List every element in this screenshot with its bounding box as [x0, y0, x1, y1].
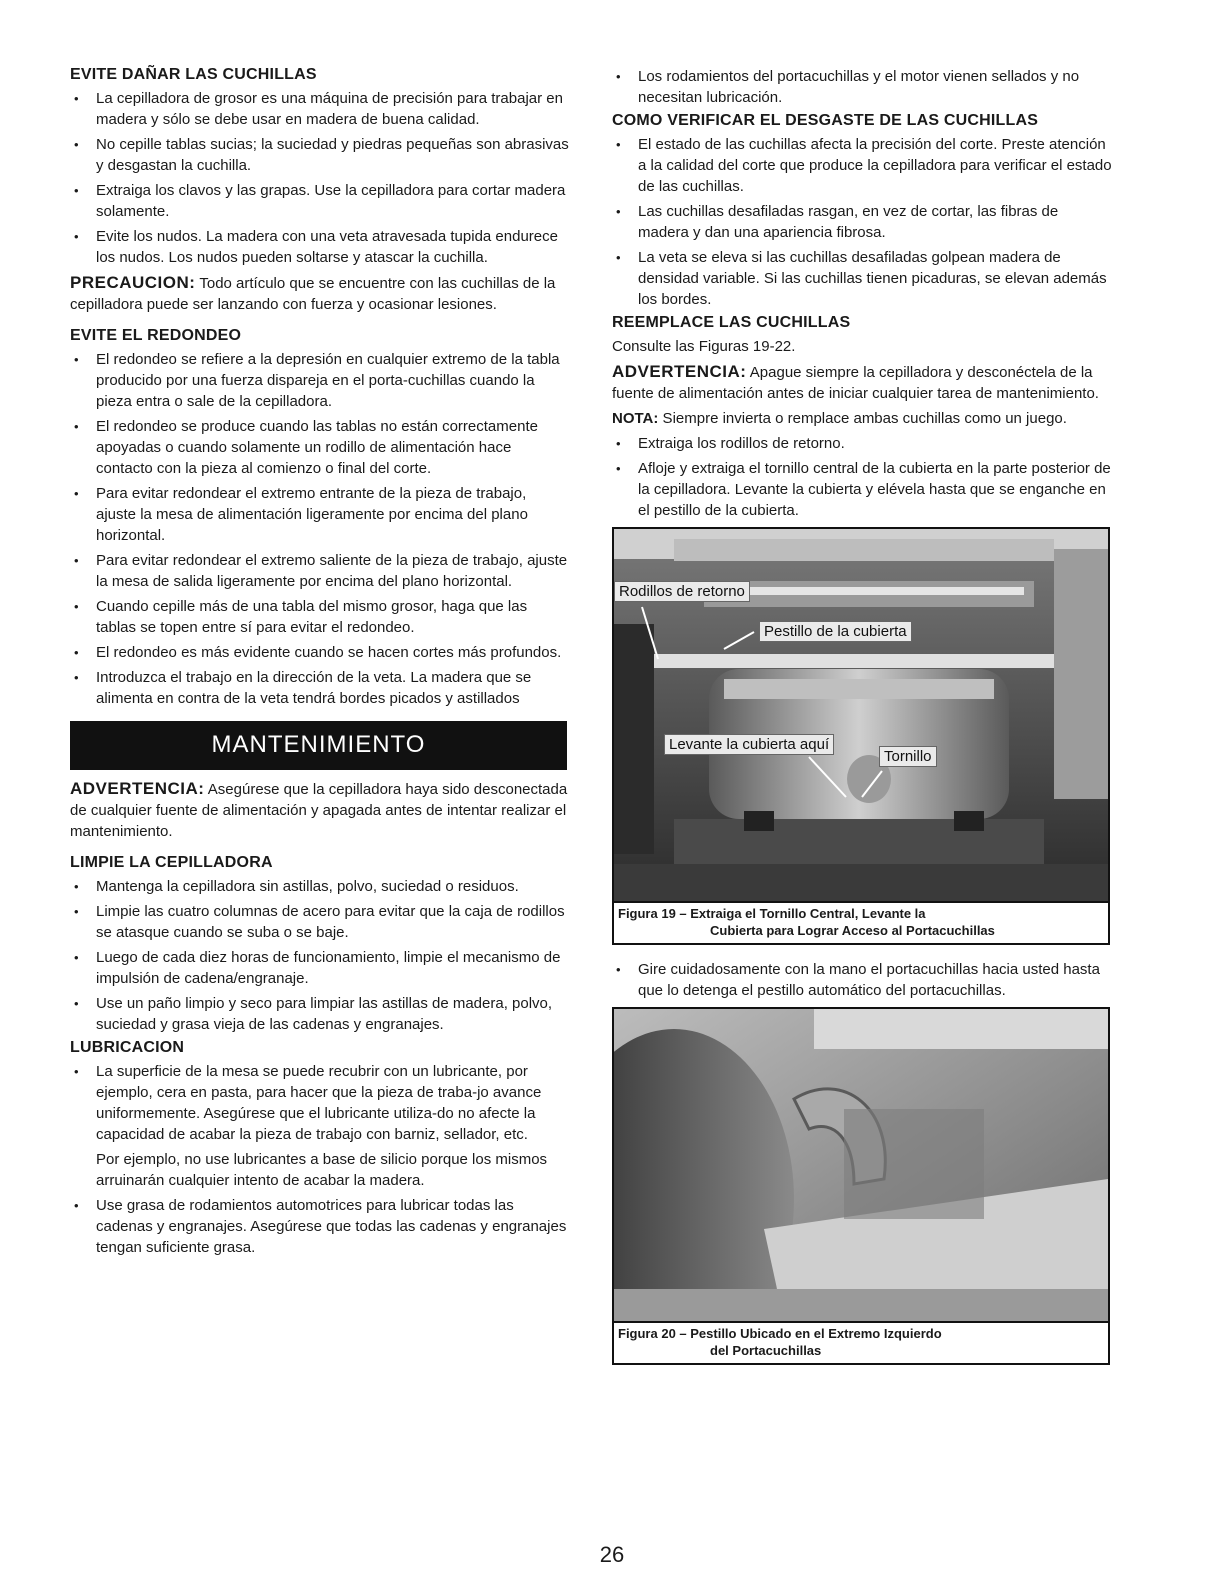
list-item: • Extraiga los clavos y las grapas. Use la cepilladora para cortar madera solamente. [70, 180, 570, 222]
list-item: • La veta se eleva si las cuchillas desafiladas golpean madera de densidad variable. Si las cuchillas tienen picaduras, se elevan además los bordes. [612, 247, 1112, 310]
list-lubricacion [70, 1061, 570, 1145]
section-title-verificar-desgaste: COMO VERIFICAR EL DESGASTE DE LAS CUCHILLAS [612, 112, 1039, 129]
list-item: • Gire cuidadosamente con la mano el portacuchillas hacia usted hasta que lo detenga el pestillo automático del portacuchillas. [612, 959, 1112, 1001]
note-text: Siempre invierta o remplace ambas cuchillas como un juego. [658, 410, 1067, 427]
list-item: • Luego de cada diez horas de funcionamiento, limpie el mecanismo de impulsión de cadena/engranaje. [70, 947, 570, 989]
list-lubricacion-2 [70, 1195, 570, 1258]
list-evite-redondeo [70, 349, 570, 709]
caution-text: Todo artículo que se encuentre con las cuchillas de la cepilladora puede ser lanzando con fuerza y ocasionar lesiones. [70, 275, 556, 313]
list-limpie [70, 876, 570, 1035]
section-banner-mantenimiento: MANTENIMIENTO [70, 721, 567, 770]
cutterhead-latch-illustration [614, 1009, 1108, 1321]
figure-20 [612, 1007, 1110, 1365]
warning-paragraph [70, 778, 570, 842]
list-item: • No cepille tablas sucias; la suciedad y piedras pequeñas son abrasivas y desgastan la cuchilla. [70, 134, 570, 176]
section-title-lubricacion: LUBRICACION [70, 1039, 185, 1056]
figure-19 [612, 527, 1110, 945]
list-item: • Para evitar redondear el extremo entrante de la pieza de trabajo, ajuste la mesa de alimentación ligeramente por encima del plano horizontal. [70, 483, 570, 546]
list-item: • Use un paño limpio y seco para limpiar las astillas de madera, polvo, suciedad y grasa vieja de las cadenas y engranajes. [70, 993, 570, 1035]
list-item: • Afloje y extraiga el tornillo central de la cubierta en la parte posterior de la cepilladora. Levante la cubierta y elévela hasta que se enganche en el pestillo de la cubierta. [612, 458, 1112, 521]
list-item: • El redondeo es más evidente cuando se hacen cortes más profundos. [70, 642, 570, 663]
list-item: • Evite los nudos. La madera con una veta atravesada tupida endurece los nudos. Los nudos pueden soltarse y atascar la cuchilla. [70, 226, 570, 268]
figure-20-caption [614, 1321, 1108, 1363]
caution-label: PRECAUCION: [70, 273, 196, 292]
figure-20-caption-line1: Figura 20 – Pestillo Ubicado en el Extremo Izquierdo [618, 1326, 942, 1341]
label-pestillo-cubierta: Pestillo de la cubierta [759, 621, 912, 642]
list-item: • Extraiga los rodillos de retorno. [612, 433, 1112, 454]
list-item: • Use grasa de rodamientos automotrices para lubricar todas las cadenas y engranajes. Asegúrese que todas las cadenas y engranajes tengan suficiente grasa. [70, 1195, 570, 1258]
warning-label: ADVERTENCIA: [612, 362, 747, 381]
list-reemplace [612, 433, 1112, 521]
label-rodillos-retorno: Rodillos de retorno [614, 581, 750, 602]
list-item: • Mantenga la cepilladora sin astillas, polvo, suciedad o residuos. [70, 876, 570, 897]
list-item: • La superficie de la mesa se puede recubrir con un lubricante, por ejemplo, cera en pasta, para hacer que la pieza de traba-jo avance uniformemente. Asegúrese que el lubricante utiliza-do no afecte la capacidad de acabar la pieza de trabajo con barniz, sellador, etc. [70, 1061, 570, 1145]
section-title-evite-redondeo: EVITE EL REDONDEO [70, 327, 242, 344]
section-title-limpie: LIMPIE LA CEPILLADORA [70, 854, 273, 871]
section-title-evite-danar: EVITE DAÑAR LAS CUCHILLAS [70, 66, 317, 83]
list-item: • El estado de las cuchillas afecta la precisión del corte. Preste atención a la calidad del corte que produce la cepilladora para verificar el estado de las cuchillas. [612, 134, 1112, 197]
left-column [70, 66, 570, 1262]
list-evite-danar [70, 88, 570, 268]
warning-text: Apague siempre la cepilladora y desconéctela de la fuente de alimentación antes de iniciar cualquier tarea de mantenimiento. [612, 364, 1099, 402]
warning-text: Asegúrese que la cepilladora haya sido desconectada de cualquier fuente de alimentación y apagada antes de intentar realizar el mantenimiento. [70, 781, 568, 840]
figure-19-caption-line1: Figura 19 – Extraiga el Tornillo Central, Levante la [618, 906, 926, 921]
list-item: • El redondeo se produce cuando las tablas no están correctamente apoyadas o cuando solamente un rodillo de alimentación hace contacto con la pieza al comienzo o final del corte. [70, 416, 570, 479]
figure-19-photo [614, 529, 1108, 901]
label-tornillo: Tornillo [879, 746, 937, 767]
right-column [612, 66, 1112, 1365]
lubricacion-note: Por ejemplo, no use lubricantes a base de silicio porque los mismos arruinarán cualquier intento de acabar la madera. [96, 1151, 548, 1189]
page-number: 26 [599, 1542, 625, 1567]
list-item: • Limpie las cuatro columnas de acero para evitar que la caja de rodillos se atasque cuando se suba o se baje. [70, 901, 570, 943]
caution-paragraph [70, 272, 570, 315]
list-item: • Los rodamientos del portacuchillas y el motor vienen sellados y no necesitan lubricación. [612, 66, 1112, 108]
label-levante-cubierta: Levante la cubierta aquí [664, 734, 834, 755]
note-label: NOTA: [612, 410, 659, 427]
list-item: • Cuando cepille más de una tabla del mismo grosor, haga que las tablas se topen entre sí para evitar el redondeo. [70, 596, 570, 638]
figure-20-caption-line2: del Portacuchillas [710, 1343, 822, 1358]
section-title-reemplace: REEMPLACE LAS CUCHILLAS [612, 314, 851, 331]
figure-20-photo [614, 1009, 1108, 1321]
figure-19-caption-line2: Cubierta para Lograr Acceso al Portacuchillas [710, 923, 995, 938]
note-paragraph [612, 408, 1112, 429]
warning-label: ADVERTENCIA: [70, 779, 205, 798]
list-item: • La cepilladora de grosor es una máquina de precisión para trabajar en madera y sólo se debe usar en madera de buena calidad. [70, 88, 570, 130]
list-item: • Las cuchillas desafiladas rasgan, en vez de cortar, las fibras de madera y dan una apariencia fibrosa. [612, 201, 1112, 243]
figure-19-caption [614, 901, 1108, 943]
figure-reference: Consulte las Figuras 19-22. [612, 338, 796, 355]
list-rodamientos [612, 66, 1112, 108]
list-item: • Para evitar redondear el extremo saliente de la pieza de trabajo, ajuste la mesa de salida ligeramente por encima del plano horizontal. [70, 550, 570, 592]
list-verificar [612, 134, 1112, 310]
list-item: • El redondeo se refiere a la depresión en cualquier extremo de la tabla producido por una fuerza dispareja en el porta-cuchillas cuando la pieza entra o sale de la cepilladora. [70, 349, 570, 412]
list-item: • Introduzca el trabajo en la dirección de la veta. La madera que se alimenta en contra de la veta tendrá bordes picados y astillados [70, 667, 570, 709]
warning-paragraph [612, 361, 1112, 404]
list-gire [612, 959, 1112, 1001]
